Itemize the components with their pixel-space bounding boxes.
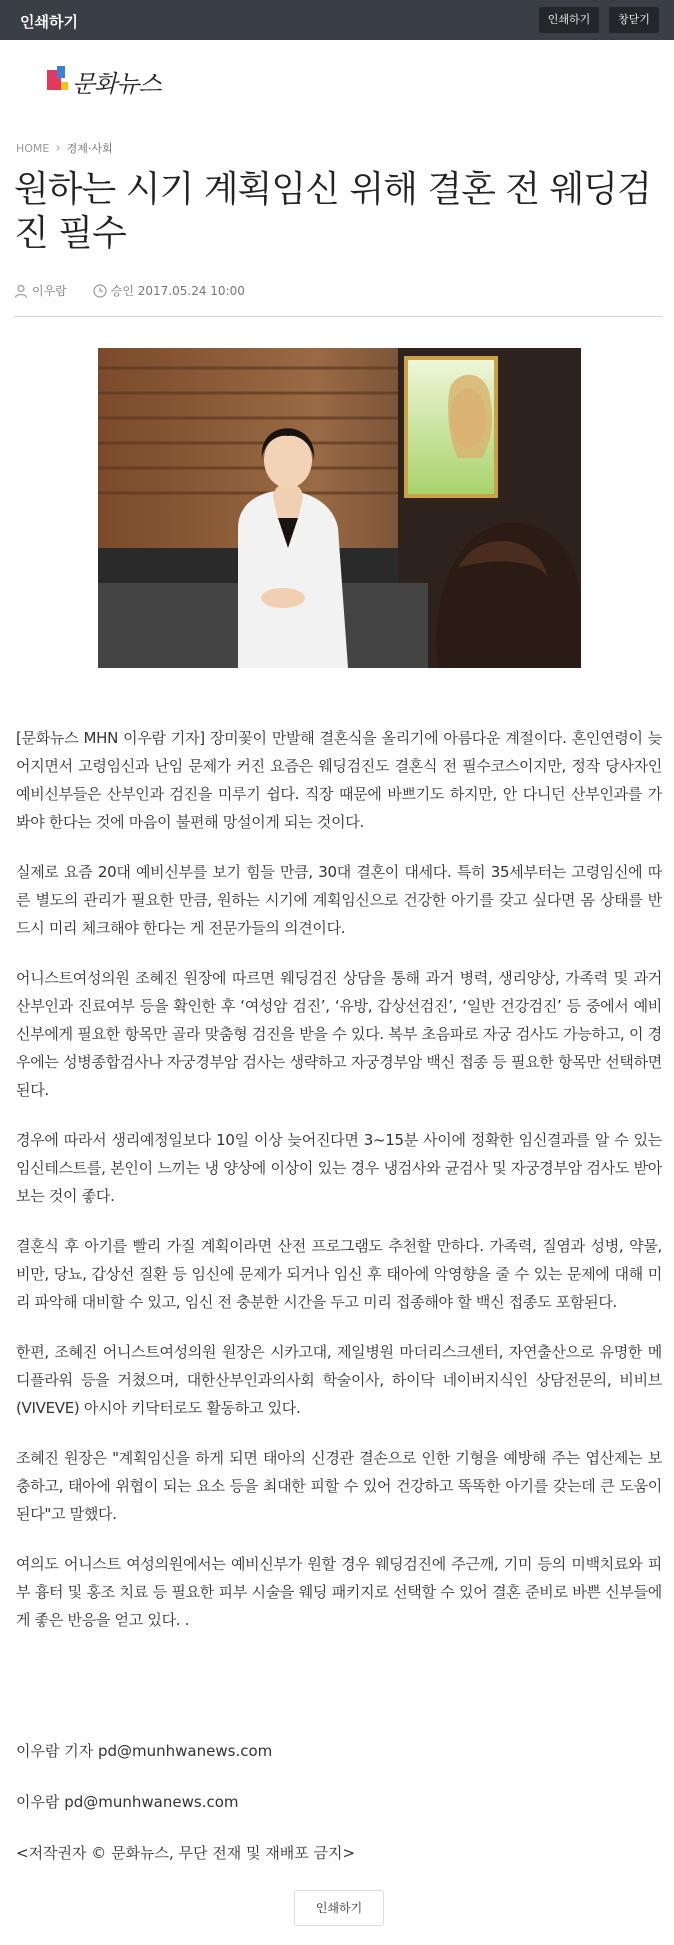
breadcrumb-category[interactable]: 경제·사회 xyxy=(66,142,113,155)
article-paragraph: 조혜진 원장은 "계획임신을 하게 되면 태아의 신경관 결손으로 인한 기형을 예방해 주는 엽산제는 보충하고, 태아에 위협이 되는 요소 등을 최대한 피할 수 있어 건강하고 똑똑한 아기를 갖는데 큰 도움이 된다"고 말했다. xyxy=(16,1449,662,1523)
article-paragraph: [문화뉴스 MHN 이우람 기자] 장미꽃이 만발해 결혼식을 올리기에 아름다운 계절이다. 혼인연령이 늦어지면서 고령임신과 난임 문제가 커진 요즘은 웨딩검진도 결혼식 전 필수코스이지만, 정작 당사자인 예비신부들은 산부인과 검진을 미루기 쉽다. 직장 때문에 바쁘기도 하지만, 안 다니던 산부인과를 가 봐야 한다는 것에 마음이 불편해 망설이게 되는 것이다. xyxy=(16,729,662,831)
logo-mark-icon xyxy=(46,66,70,94)
clock-icon xyxy=(93,284,107,298)
site-logo[interactable] xyxy=(46,64,176,98)
article-paragraph: 결혼식 후 아기를 빨리 가질 계획이라면 산전 프로그램도 추천할 만하다. 가족력, 질염과 성병, 약물, 비만, 당뇨, 갑상선 질환 등 임신에 문제가 되거나 임신 후 태아에 악영향을 줄 수 있는 문제에 대해 미리 파악해 대비할 수 있고, 임신 전 충분한 시간을 두고 미리 접종해야 할 백신 접종도 포함된다. xyxy=(16,1237,662,1311)
article-title: 원하는 시기 계획임신 위해 결혼 전 웨딩검진 필수 xyxy=(14,169,651,254)
breadcrumb-home[interactable]: HOME xyxy=(16,141,50,155)
article-byline xyxy=(14,282,245,299)
article-paragraph: 경우에 따라서 생리예정일보다 10일 이상 늦어진다면 3~15분 사이에 정확한 임신결과를 알 수 있는 임신테스트를, 본인이 느끼는 냉 양상에 이상이 있는 경우 냉검사와 균검사 및 자궁경부암 검사도 받아보는 것이 좋다. xyxy=(16,1131,662,1205)
print-button-bottom[interactable]: 인쇄하기 xyxy=(294,1890,384,1926)
breadcrumb xyxy=(16,140,113,156)
copyright-notice: <저작권자 © 문화뉴스, 무단 전재 및 재배포 금지> xyxy=(16,1844,356,1862)
person-icon xyxy=(14,284,28,298)
top-bar xyxy=(0,0,674,40)
article-paragraph: 어니스트여성의원 조혜진 원장에 따르면 웨딩검진 상담을 통해 과거 병력, 생리양상, 가족력 및 과거 산부인과 진료여부 등을 확인한 후 ‘여성암 검진’, ‘유방, 갑상선검진’, ‘일반 건강검진’ 등 중에서 예비신부에게 필요한 항목만 골라 맞춤형 검진을 받을 수 있다. 복부 초음파로 자궁 검사도 가능하고, 이 경우에는 성병종합검사나 자궁경부암 검사는 생략하고 자궁경부암 백신 접종 등 필요한 항목만 선택하면 된다. xyxy=(16,969,662,1099)
article-paragraph: 실제로 요즘 20대 예비신부를 보기 힘들 만큼, 30대 결혼이 대세다. 특히 35세부터는 고령임신에 따른 별도의 관리가 필요한 만큼, 원하는 시기에 계획임신으로 건강한 아기를 갖고 싶다면 몸 상태를 반드시 미리 체크해야 한다는 게 전문가들의 의견이다. xyxy=(16,863,662,937)
topbar-title: 인쇄하기 xyxy=(20,13,78,31)
close-window-button[interactable]: 창닫기 xyxy=(609,7,659,33)
approval-timestamp: 승인 2017.05.24 10:00 xyxy=(110,284,245,298)
article-paragraph: 한편, 조혜진 어니스트여성의원 원장은 시카고대, 제일병원 마더리스크센터, 자연출산으로 유명한 메디플라워 등을 거쳤으며, 대한산부인과의사회 학술이사, 하이닥 네이버지식인 상담전문의, 비비브(VIVEVE) 아시아 키닥터로도 활동하고 있다. xyxy=(16,1343,662,1417)
logo-text: 문화뉴스 xyxy=(72,70,161,98)
author-name[interactable]: 이우람 xyxy=(32,284,67,298)
divider xyxy=(14,316,662,317)
article-paragraph: 여의도 어니스트 여성의원에서는 예비신부가 원할 경우 웨딩검진에 주근깨, 기미 등의 미백치료와 피부 흉터 및 홍조 치료 등 필요한 피부 시술을 웨딩 패키지로 선택할 수 있어 결혼 준비로 바쁜 신부들에게 좋은 반응을 얻고 있다. . xyxy=(16,1555,662,1629)
reporter-contact: 이우람 pd@munhwanews.com xyxy=(16,1793,239,1811)
print-button[interactable]: 인쇄하기 xyxy=(539,7,599,33)
chevron-right-icon: › xyxy=(55,140,61,156)
article-photo xyxy=(98,348,581,668)
reporter-signature: 이우람 기자 pd@munhwanews.com xyxy=(16,1742,273,1760)
article-body xyxy=(16,724,662,1656)
